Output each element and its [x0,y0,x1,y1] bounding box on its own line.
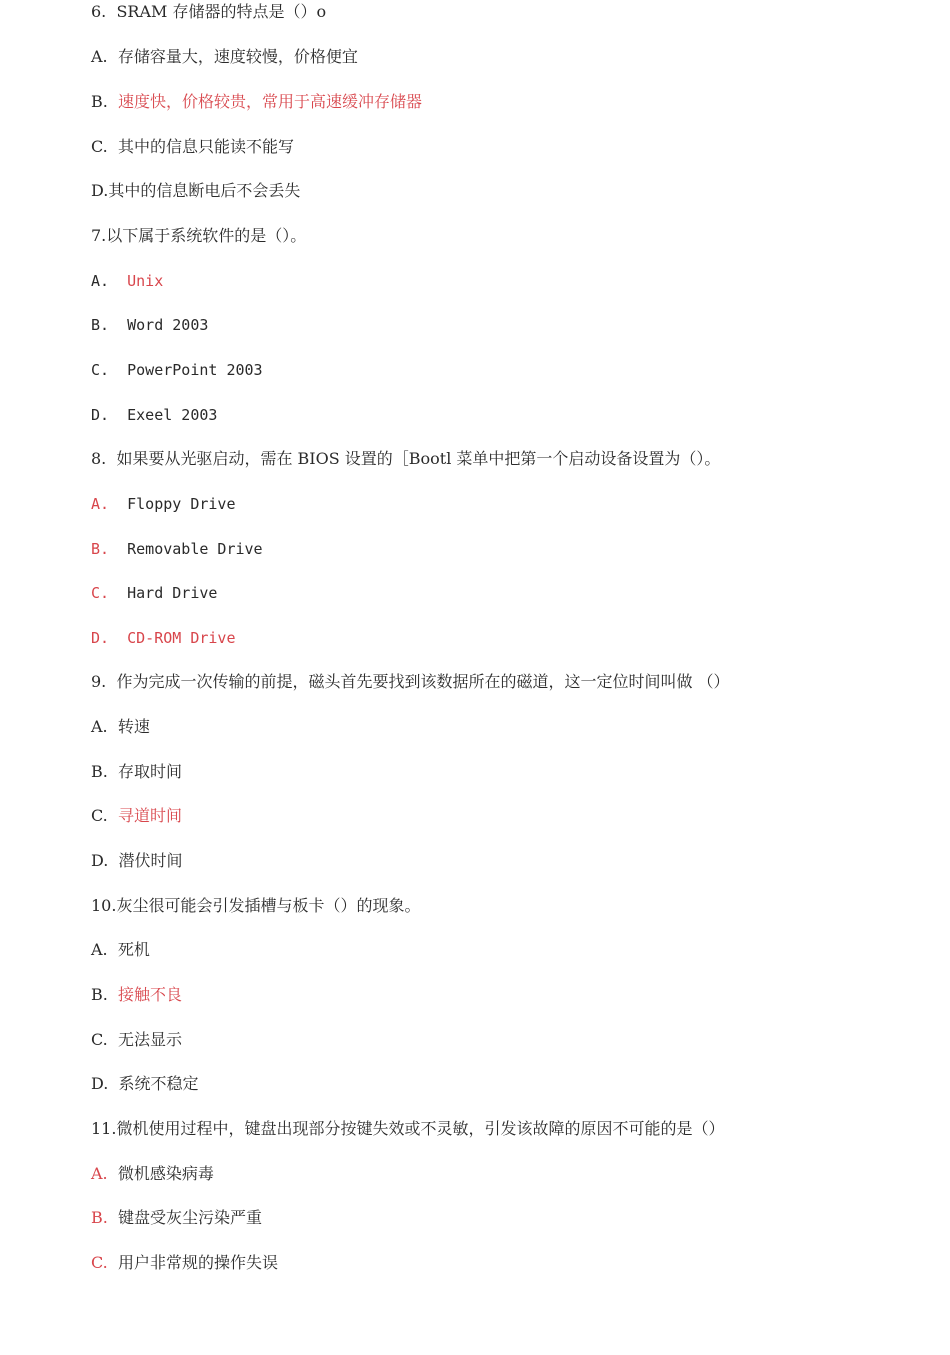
option-c [91,1030,182,1050]
option-text: CD-ROM Drive [127,629,236,647]
option-text: 存储容量大，速度较慢，价格便宜 [117,47,358,66]
option-text: Hard Drive [127,584,218,602]
option-prefix: D. [91,851,119,870]
option-prefix: A. [91,717,118,736]
option-c [91,806,182,826]
option-a [91,1164,214,1184]
option-text: 死机 [117,940,150,959]
option-prefix: C. [91,361,128,379]
option-a [91,940,150,960]
option-prefix: A. [91,47,118,66]
option-c [91,137,294,157]
option-d [91,1074,199,1094]
option-text: 接触不良 [118,985,183,1004]
option-text: 微机感染病毒 [117,1164,214,1183]
option-d [91,181,300,201]
option-a [91,271,163,291]
option-prefix: C. [91,137,118,156]
option-text: 无法显示 [117,1030,182,1049]
option-prefix: B. [91,316,128,334]
option-d [91,405,217,425]
option-prefix: B. [91,1208,119,1227]
option-text: PowerPoint 2003 [127,361,263,379]
option-text: Exeel 2003 [127,406,218,424]
option-c [91,1253,278,1273]
option-prefix: B. [91,540,128,558]
option-b [91,1208,262,1228]
question-stem: 6. SRAM 存储器的特点是（）o [91,2,327,21]
option-prefix: A. [91,495,128,513]
option-prefix: D. [91,629,128,647]
option-text: 速度快，价格较贵，常用于高速缓冲存储器 [118,92,423,111]
option-prefix: A. [91,272,128,290]
option-text: 系统不稳定 [118,1074,199,1093]
option-b [91,762,182,782]
option-b [91,985,182,1005]
option-prefix: C. [91,806,118,825]
question-stem: 8. 如果要从光驱启动，需在 BIOS 设置的［Bootl 菜单中把第一个启动设备设置为（）。 [91,449,721,468]
option-text: 其中的信息断电后不会丢失 [108,181,301,200]
option-text: 键盘受灰尘污染严重 [118,1208,263,1227]
option-prefix: B. [91,985,119,1004]
option-prefix: C. [91,1253,118,1272]
option-prefix: D. [91,406,128,424]
option-text: 用户非常规的操作失误 [117,1253,278,1272]
option-prefix: C. [91,584,128,602]
option-text: 潜伏时间 [118,851,183,870]
option-prefix: A. [91,940,118,959]
option-c [91,360,263,380]
option-c [91,583,217,603]
option-a [91,47,358,67]
option-prefix: C. [91,1030,118,1049]
option-prefix: D. [91,1074,119,1093]
option-text: Unix [127,272,164,290]
question-stem: 7.以下属于系统软件的是（）。 [91,226,307,245]
option-a [91,717,150,737]
option-a [91,494,236,514]
option-text: 转速 [117,717,150,736]
option-prefix: D. [91,181,109,200]
option-b [91,315,208,335]
option-prefix: B. [91,762,119,781]
option-text: 其中的信息只能读不能写 [117,137,294,156]
option-text: 寻道时间 [117,806,182,825]
option-text: Floppy Drive [127,495,236,513]
option-prefix: B. [91,92,119,111]
option-b [91,92,422,112]
option-text: 存取时间 [118,762,183,781]
option-b [91,539,263,559]
question-stem: 11.微机使用过程中，键盘出现部分按键失效或不灵敏，引发该故障的原因不可能的是（） [91,1119,725,1138]
option-text: Removable Drive [127,540,263,558]
option-text: Word 2003 [127,316,209,334]
option-prefix: A. [91,1164,118,1183]
question-stem: 10.灰尘很可能会引发插槽与板卡（）的现象。 [91,896,421,915]
question-stem: 9. 作为完成一次传输的前提，磁头首先要找到该数据所在的磁道，这一定位时间叫做 （） [91,672,730,691]
option-d [91,628,236,648]
option-d [91,851,183,871]
